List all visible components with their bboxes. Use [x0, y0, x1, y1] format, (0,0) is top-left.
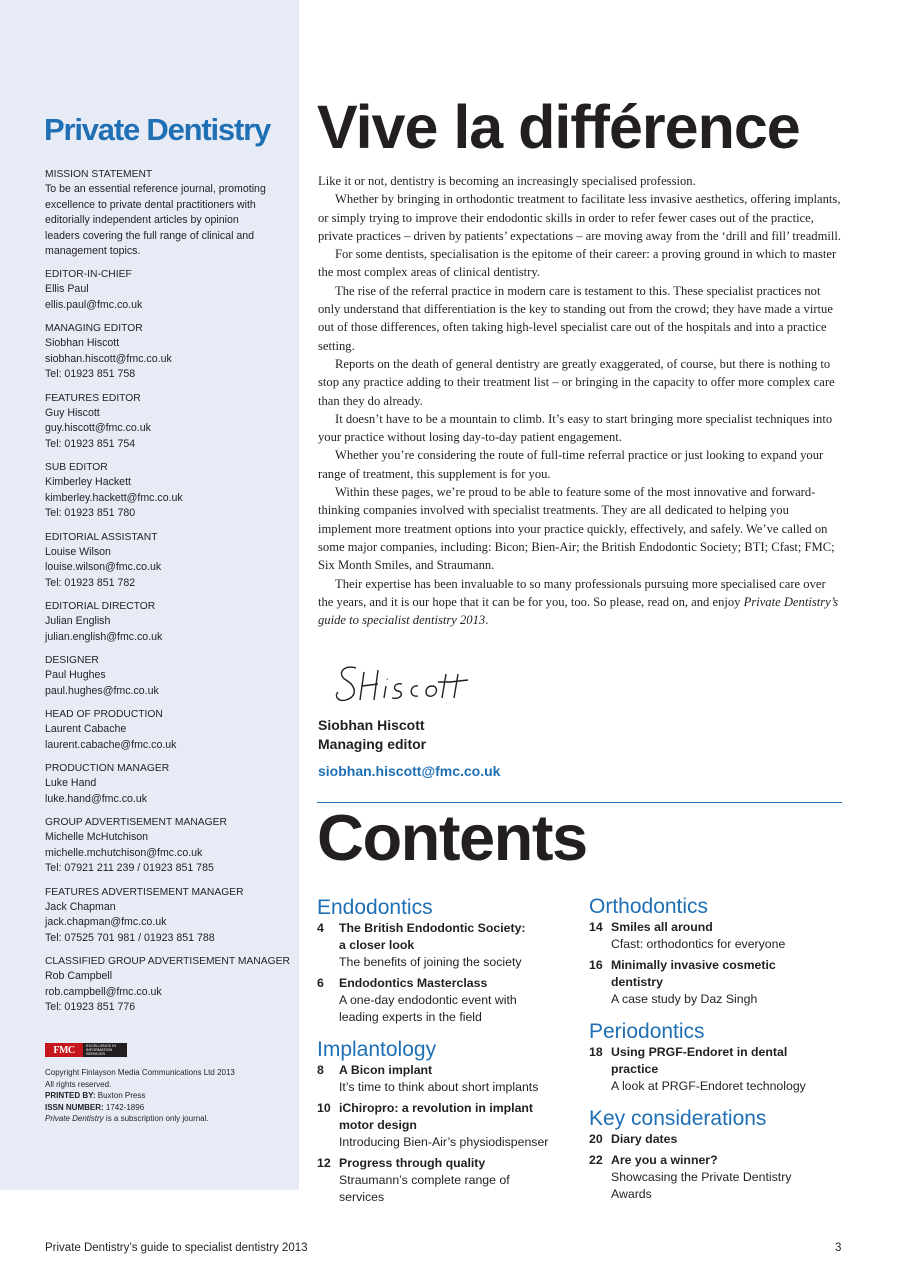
entry-description: A one-day endodontic event with	[339, 993, 517, 1007]
contents-entry[interactable]	[317, 1100, 577, 1151]
printed-by-line	[45, 1090, 295, 1102]
staff-email[interactable]: kimberley.hackett@fmc.co.uk	[45, 491, 183, 504]
page-number: 6	[317, 976, 324, 990]
entry-description: Straumann’s complete range of	[339, 1173, 510, 1187]
staff-role: MANAGING EDITOR	[45, 323, 143, 334]
editorial-headline: Vive la différence	[317, 93, 800, 161]
mission-statement	[45, 168, 295, 260]
mission-line: management topics.	[45, 245, 141, 257]
staff-role: EDITORIAL DIRECTOR	[45, 601, 156, 612]
section-title: Periodontics	[589, 1020, 705, 1043]
staff-email[interactable]: louise.wilson@fmc.co.uk	[45, 561, 162, 573]
signoff-name: Siobhan Hiscott	[318, 717, 425, 733]
entry-title: practice	[611, 1062, 659, 1076]
editorial-text: .	[485, 613, 489, 628]
staff-entry	[45, 322, 295, 383]
staff-entry	[45, 461, 295, 522]
entry-description: A look at PRGF-Endoret technology	[611, 1079, 806, 1093]
page-number: 4	[317, 921, 324, 935]
staff-role: SUB EDITOR	[45, 462, 108, 473]
mission-text	[45, 182, 295, 260]
issn-line	[45, 1102, 295, 1114]
copyright-block	[45, 1067, 295, 1125]
staff-entry	[45, 762, 295, 807]
page-number: 20	[589, 1132, 603, 1146]
entry-title: a closer look	[339, 938, 415, 952]
staff-email[interactable]: laurent.cabache@fmc.co.uk	[45, 738, 177, 751]
entry-body	[611, 1131, 849, 1148]
contents-section	[589, 1107, 849, 1203]
staff-detail: Tel: 07525 701 981 / 01923 851 788	[45, 931, 215, 944]
contents-entry[interactable]	[317, 975, 577, 1026]
entry-body	[339, 1062, 577, 1096]
entry-title: iChiropro: a revolution in implant	[339, 1101, 534, 1115]
entry-body	[611, 957, 849, 1008]
mission-title: MISSION STATEMENT	[45, 169, 153, 180]
section-title: Key considerations	[589, 1107, 767, 1130]
contents-section	[317, 1038, 577, 1206]
staff-email[interactable]: jack.chapman@fmc.co.uk	[45, 916, 167, 928]
entry-description: The benefits of joining the society	[339, 955, 522, 969]
signoff-email-link[interactable]: siobhan.hiscott@fmc.co.uk	[318, 763, 501, 779]
entry-body	[611, 1152, 849, 1203]
copyright-line: Copyright Finlayson Media Communications Ltd 2013	[45, 1068, 235, 1077]
editorial-paragraph: Within these pages, we’re proud to be able to feature some of the most innovative and forward-thinking companies involved with specialist treatments. They are all dedicated to helping you implement more treatment options into your practice quickly, effectively, and safely. We’ve called on some major companies, including: Bicon; Bien-Air; the British Endodontic Society; BTI; Cfast; FMC; Six Month Smiles, and Straumann.	[318, 485, 835, 573]
entry-body	[611, 919, 849, 953]
footer-publication: Private Dentistry’s guide to specialist dentistry 2013	[45, 1242, 308, 1254]
mission-line: leaders covering the full range of clinical and	[45, 229, 255, 242]
staff-detail: Tel: 07921 211 239 / 01923 851 785	[45, 862, 214, 874]
page-number: 18	[589, 1045, 603, 1059]
staff-email[interactable]: rob.campbell@fmc.co.uk	[45, 985, 162, 998]
contents-section	[317, 896, 577, 1026]
staff-entry	[45, 531, 295, 592]
staff-entry	[45, 708, 295, 753]
editorial-body	[318, 172, 842, 629]
staff-entry	[45, 955, 295, 1016]
signoff-role: Managing editor	[318, 736, 427, 752]
staff-detail: Julian English	[45, 615, 111, 627]
contents-entry[interactable]	[317, 1062, 577, 1096]
staff-entry	[45, 268, 295, 313]
staff-detail: Tel: 01923 851 782	[45, 576, 136, 589]
staff-role: PRODUCTION MANAGER	[45, 763, 170, 774]
staff-detail: Michelle McHutchison	[45, 831, 149, 843]
editorial-paragraph: Whether by bringing in orthodontic treatment to facilitate less invasive aesthetics, offering implants, or simply trying to improve their endodontic skills in order to refer fewer cases out of the practice, private practices – driven by patients’ expectations – are moving away from the ‘drill and fill’ treadmill.	[318, 192, 842, 243]
contents-entry[interactable]	[589, 1044, 849, 1095]
staff-role: HEAD OF PRODUCTION	[45, 709, 163, 720]
staff-role: EDITORIAL ASSISTANT	[45, 531, 158, 543]
entry-description: A case study by Daz Singh	[611, 992, 758, 1006]
staff-email[interactable]: luke.hand@fmc.co.uk	[45, 792, 148, 805]
editorial-paragraph: The rise of the referral practice in modern care is testament to this. These specialist practices not only understand that differentiation is the key to standing out from the crowd; they have made a virtue out of those differences, often taking high-level specialist care out of the hospitals and into a practice setting.	[318, 283, 833, 353]
entry-title: Progress through quality	[339, 1156, 486, 1170]
editorial-paragraph	[318, 575, 842, 630]
signature-image	[334, 660, 474, 708]
staff-detail: Louise Wilson	[45, 545, 111, 558]
staff-entry	[45, 886, 295, 947]
entry-title: motor design	[339, 1118, 417, 1132]
entry-description: Awards	[611, 1187, 652, 1201]
staff-detail: Rob Campbell	[45, 970, 113, 982]
staff-role: FEATURES EDITOR	[45, 392, 141, 404]
contents-entry[interactable]	[589, 919, 849, 953]
footer-page-number: 3	[835, 1242, 842, 1254]
entry-title: A Bicon implant	[339, 1063, 433, 1077]
staff-detail: Tel: 01923 851 754	[45, 437, 136, 450]
staff-role: CLASSIFIED GROUP ADVERTISEMENT MANAGER	[45, 956, 290, 967]
contents-entry[interactable]	[589, 1152, 849, 1203]
staff-role: DESIGNER	[45, 655, 99, 666]
staff-entry	[45, 654, 295, 699]
fmc-logo	[45, 1043, 127, 1057]
page-number: 12	[317, 1156, 331, 1170]
staff-entry	[45, 392, 295, 453]
page-number: 22	[589, 1153, 603, 1167]
entry-body	[339, 920, 577, 971]
editorial-paragraph: Reports on the death of general dentistry are greatly exaggerated, of course, but there is nothing to stop any practice adding to their treatment list – or bringing in the capacity to offer more complex care than they do already.	[318, 356, 835, 408]
contents-entry[interactable]	[317, 920, 577, 971]
fmc-mark: FMC	[45, 1043, 83, 1057]
entry-body	[339, 1155, 577, 1206]
printed-by-value: Buxton Press	[95, 1091, 146, 1100]
staff-role: GROUP ADVERTISEMENT MANAGER	[45, 817, 227, 828]
fmc-tagline-3: SERVICES	[86, 1052, 106, 1057]
issn-label: ISSN NUMBER:	[45, 1102, 104, 1112]
entry-description: Cfast: orthodontics for everyone	[611, 937, 786, 951]
page-number: 8	[317, 1063, 324, 1077]
staff-email[interactable]: michelle.mchutchison@fmc.co.uk	[45, 846, 203, 859]
subscription-text: is a subscription only journal.	[103, 1114, 209, 1123]
entry-body	[611, 1044, 849, 1095]
entry-description: Introducing Bien-Air’s physiodispenser	[339, 1135, 549, 1149]
entry-description: leading experts in the field	[339, 1010, 482, 1024]
mission-line: To be an essential reference journal, promoting	[45, 183, 266, 195]
staff-detail: Siobhan Hiscott	[45, 337, 120, 349]
fmc-tagline-2: INFORMATION	[86, 1047, 113, 1052]
staff-email[interactable]: julian.english@fmc.co.uk	[45, 630, 163, 643]
contents-entry[interactable]	[589, 957, 849, 1008]
issn-value: 1742-1896	[103, 1102, 145, 1112]
editorial-paragraph: For some dentists, specialisation is the epitome of their career: a proving ground in which to master the most complex areas of clinical dentistry.	[318, 247, 837, 280]
journal-name: Private Dentistry	[45, 1114, 104, 1123]
contents-section	[589, 895, 849, 1008]
contents-column-left	[317, 896, 577, 1218]
entry-description: It’s time to think about short implants	[339, 1080, 539, 1094]
fmc-tagline	[83, 1043, 127, 1057]
entry-title: dentistry	[611, 975, 663, 989]
entry-title: Minimally invasive cosmetic	[611, 958, 776, 972]
entry-title: Using PRGF-Endoret in dental	[611, 1045, 788, 1059]
entry-title: Diary dates	[611, 1132, 678, 1146]
entry-body	[339, 1100, 577, 1151]
staff-detail: Jack Chapman	[45, 900, 116, 913]
staff-email[interactable]: paul.hughes@fmc.co.uk	[45, 684, 159, 697]
entry-title: Endodontics Masterclass	[339, 976, 488, 990]
section-title: Orthodontics	[589, 895, 709, 918]
staff-detail: Guy Hiscott	[45, 406, 100, 419]
mission-line: editorially independent articles by opinion	[45, 214, 239, 226]
staff-detail: Laurent Cabache	[45, 723, 127, 735]
contents-section	[589, 1020, 849, 1095]
staff-role: EDITOR-IN-CHIEF	[45, 269, 132, 280]
staff-detail: Ellis Paul	[45, 283, 89, 295]
contents-column-right	[589, 895, 849, 1215]
staff-entry	[45, 816, 295, 877]
entry-body	[339, 975, 577, 1026]
editorial-text: Their expertise has been invaluable to so many professionals pursuing more specialised care over the years, and it is our hope that it can be for you, too. So please, read on, and enjoy	[318, 576, 826, 609]
staff-entry	[45, 600, 295, 645]
page-number: 16	[589, 958, 603, 972]
entry-title: Smiles all around	[611, 920, 713, 934]
page-number: 10	[317, 1101, 331, 1115]
fmc-tagline-1: EXCELLENCE IN	[86, 1043, 116, 1048]
editorial-paragraph: Whether you’re considering the route of full-time referral practice or just looking to expand your range of treatment, this supplement is for you.	[318, 448, 824, 481]
subscription-line	[45, 1113, 295, 1125]
contents-title: Contents	[317, 801, 587, 874]
section-title: Endodontics	[317, 896, 433, 919]
staff-detail: Tel: 01923 851 776	[45, 1001, 136, 1013]
staff-email[interactable]: siobhan.hiscott@fmc.co.uk	[45, 352, 172, 365]
printed-by-label: PRINTED BY:	[45, 1091, 96, 1100]
section-title: Implantology	[317, 1038, 437, 1061]
staff-detail: Paul Hughes	[45, 669, 106, 681]
brand-logo: Private Dentistry	[44, 112, 270, 147]
entry-title: The British Endodontic Society:	[339, 921, 526, 935]
contents-entry[interactable]	[589, 1131, 849, 1148]
editorial-paragraph: Like it or not, dentistry is becoming an increasingly specialised profession.	[318, 174, 696, 188]
staff-list	[45, 268, 295, 1025]
page-number: 14	[589, 920, 603, 934]
contents-entry[interactable]	[317, 1155, 577, 1206]
mission-line: excellence to private dental practitioners with	[45, 198, 256, 211]
staff-email[interactable]: ellis.paul@fmc.co.uk	[45, 298, 143, 311]
entry-description: services	[339, 1190, 385, 1204]
rights-line: All rights reserved.	[45, 1079, 112, 1089]
entry-title: Are you a winner?	[611, 1153, 718, 1167]
staff-detail: Tel: 01923 851 758	[45, 368, 136, 380]
editorial-paragraph: It doesn’t have to be a mountain to climb. It’s easy to start bringing more specialist techniques into your practice without losing day-to-day patient engagement.	[318, 411, 833, 445]
staff-detail: Tel: 01923 851 780	[45, 507, 136, 519]
staff-detail: Luke Hand	[45, 777, 97, 789]
staff-email[interactable]: guy.hiscott@fmc.co.uk	[45, 422, 151, 434]
entry-description: Showcasing the Private Dentistry	[611, 1170, 792, 1184]
staff-detail: Kimberley Hackett	[45, 476, 131, 488]
staff-role: FEATURES ADVERTISEMENT MANAGER	[45, 886, 244, 898]
publication-title: Private Dentistry’s guide to specialist dentistry 2013	[318, 594, 839, 628]
